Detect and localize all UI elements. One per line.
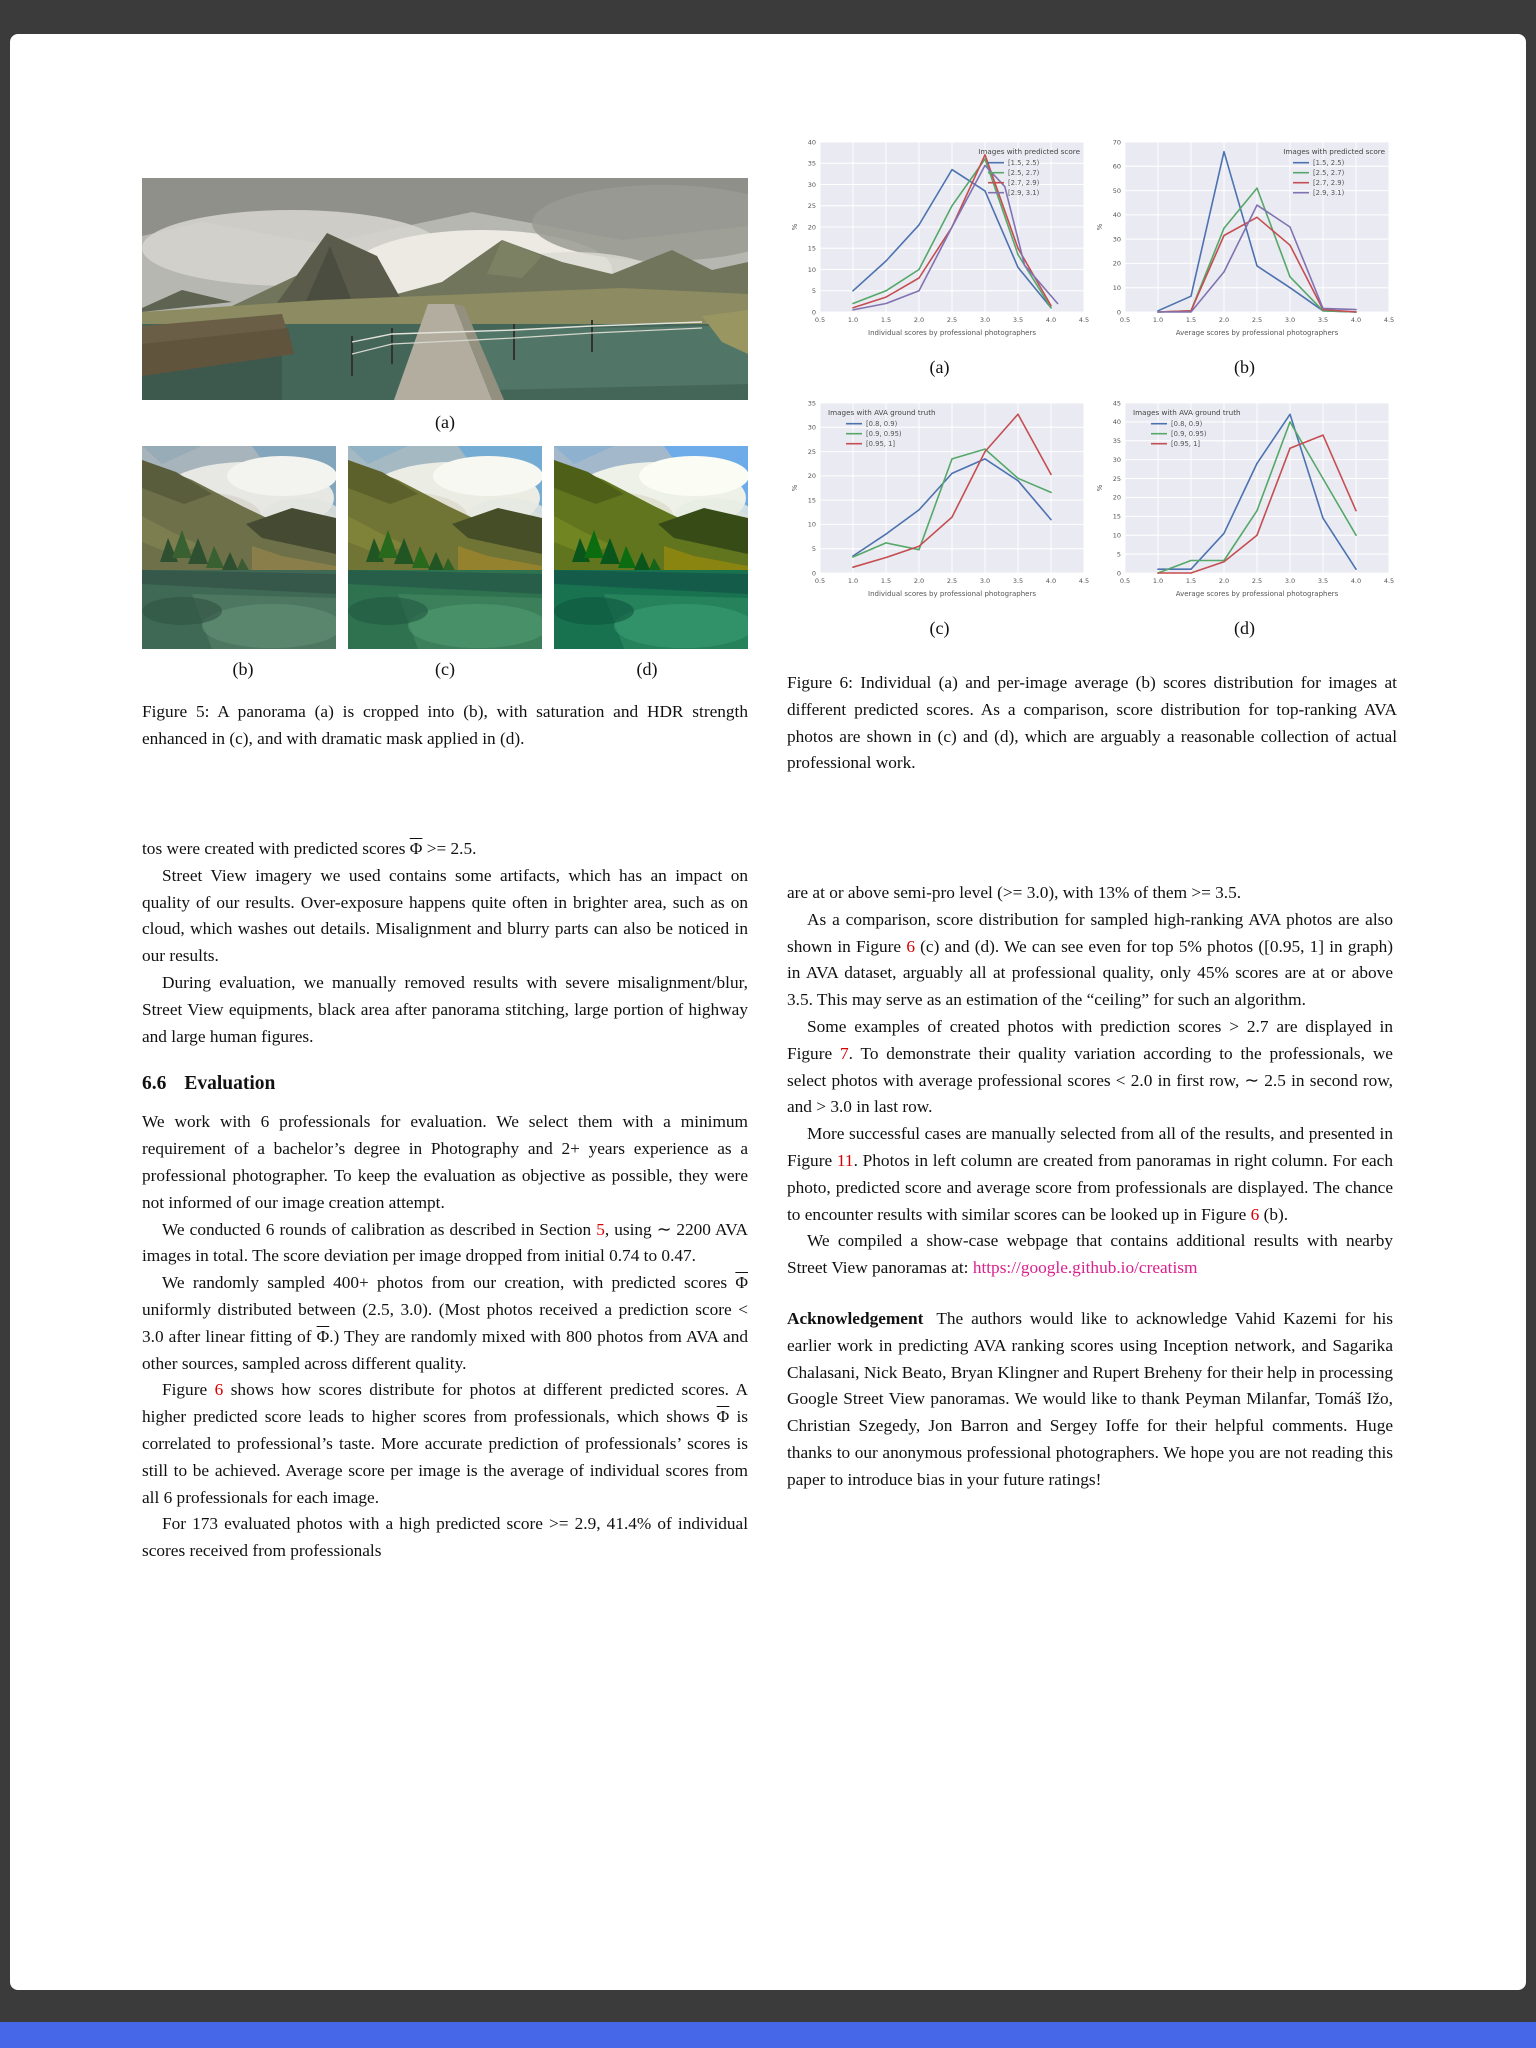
svg-text:0: 0: [1116, 308, 1121, 317]
body-paragraph: More successful cases are manually selected from all of the results, and presented in Figure 11. Photos in left column are created from panoramas in right column. For each photo, predicted score and average score from professionals are displayed. The chance to encounter results with similar scores can be looked up in Figure 6 (b).: [787, 1124, 1393, 1224]
svg-text:20: 20: [807, 223, 816, 232]
panorama-image: [142, 178, 748, 400]
svg-text:15: 15: [1112, 512, 1121, 521]
right-text-column: [787, 880, 1393, 1494]
body-paragraph: Street View imagery we used contains some artifacts, which has an impact on quality of our results. Over-exposure happens quite often in brighter area, such as on cloud, which washes out details. Misalignment and blurry parts can also be noticed in our results.: [142, 865, 748, 966]
svg-text:45: 45: [1112, 399, 1121, 408]
svg-text:Images with predicted score: Images with predicted score: [978, 147, 1080, 156]
svg-text:4.5: 4.5: [1078, 577, 1090, 585]
svg-text:30: 30: [807, 423, 816, 432]
svg-text:[2.5, 2.7): [2.5, 2.7): [1313, 169, 1345, 177]
svg-text:1.0: 1.0: [847, 577, 859, 585]
body-paragraph: Some examples of created photos with prediction scores > 2.7 are displayed in Figure 7. To demonstrate their quality variation according to the professionals, we select photos with average professional scores < 2.0 in first row, ∼ 2.5 in second row, and > 3.0 in last row.: [787, 1016, 1393, 1117]
section-title: Evaluation: [184, 1073, 276, 1095]
svg-text:60: 60: [1112, 162, 1121, 171]
svg-text:4.0: 4.0: [1350, 316, 1362, 324]
svg-text:3.5: 3.5: [1317, 577, 1329, 585]
svg-text:3.0: 3.0: [979, 577, 991, 585]
figure6-caption: Figure 6: Individual (a) and per-image average (b) scores distribution for images at different predicted scores. As a comparison, score distribution for top-ranking AVA photos are shown in (c) and (d), which are arguably a reasonable collection of actual professional work.: [787, 673, 1397, 773]
svg-text:0.5: 0.5: [1119, 316, 1131, 324]
svg-text:4.5: 4.5: [1383, 577, 1395, 585]
svg-text:1.5: 1.5: [1185, 577, 1197, 585]
svg-text:10: 10: [1112, 284, 1121, 293]
svg-text:[0.95, 1]: [0.95, 1]: [1171, 440, 1201, 448]
svg-text:[0.8, 0.9): [0.8, 0.9): [866, 420, 898, 428]
svg-text:[2.7, 2.9): [2.7, 2.9): [1313, 179, 1345, 187]
svg-text:25: 25: [807, 202, 816, 211]
figure6-chart-grid: [787, 134, 1397, 640]
svg-text:[0.9, 0.95): [0.9, 0.95): [1171, 430, 1207, 438]
line-chart-individual-scores-ava: [788, 395, 1091, 600]
figure5-subcaption-b: (b): [232, 659, 254, 679]
svg-text:25: 25: [807, 447, 816, 456]
svg-text:Images with AVA ground truth: Images with AVA ground truth: [1133, 408, 1241, 417]
chart-cell-c: [787, 395, 1092, 640]
svg-text:2.5: 2.5: [946, 316, 958, 324]
svg-text:Individual scores by professio: Individual scores by professional photographers: [868, 329, 1036, 337]
svg-text:Average scores by professional: Average scores by professional photographers: [1175, 590, 1339, 598]
svg-text:3.5: 3.5: [1012, 577, 1024, 585]
svg-text:4.0: 4.0: [1350, 577, 1362, 585]
svg-text:30: 30: [1112, 455, 1121, 464]
svg-text:40: 40: [1112, 418, 1121, 427]
svg-text:Average scores by professional: Average scores by professional photographers: [1175, 329, 1339, 337]
svg-text:25: 25: [1112, 474, 1121, 483]
svg-text:[2.9, 3.1): [2.9, 3.1): [1008, 189, 1040, 197]
crop-image-d: [554, 446, 748, 649]
svg-text:1.0: 1.0: [847, 316, 859, 324]
line-chart-average-scores-ava: [1093, 395, 1396, 600]
svg-text:[0.9, 0.95): [0.9, 0.95): [866, 430, 902, 438]
svg-text:10: 10: [807, 520, 816, 529]
body-paragraph: We compiled a show-case webpage that contains additional results with nearby Street View panoramas at: https://google.github.io/creatism: [787, 1231, 1393, 1278]
svg-text:5: 5: [1116, 550, 1121, 559]
text-segment: $\overline{\Phi}$: [716, 1407, 730, 1427]
figure-reference[interactable]: 7: [839, 1043, 849, 1063]
svg-text:5: 5: [811, 545, 816, 554]
svg-text:1.5: 1.5: [880, 577, 892, 585]
body-paragraph: are at or above semi-pro level (>= 3.0), with 13% of them >= 3.5.: [787, 883, 1242, 902]
acknowledgement-paragraph: Acknowledgement The authors would like to acknowledge Vahid Kazemi for his earlier work in predicting AVA ranking scores using Inception network, and Sagarika Chalasani, Nick Beato, Bryan Klingner and Rupert Breheny for their help in processing Google Street View panoramas. We would like to thank Peyman Milanfar, Tomáš Ižo, Christian Szegedy, Jon Barron and Sergey Ioffe for their helpful comments. Huge thanks to our anonymous professional photographers. We hope you are not reading this paper to introduce bias in your future ratings!: [787, 1308, 1393, 1489]
svg-text:30: 30: [1112, 235, 1121, 244]
figure-reference[interactable]: 11: [836, 1150, 854, 1170]
section-heading-evaluation: [142, 1072, 748, 1096]
svg-text:%: %: [1096, 484, 1104, 492]
body-paragraph: As a comparison, score distribution for sampled high-ranking AVA photos are also shown in Figure 6 (c) and (d). We can see even for top 5% photos ([0.95, 1] in graph) in AVA dataset, arguably all at professional quality, only 45% scores are at or above 3.5. This may serve as an estimation of the “ceiling” for such an algorithm.: [787, 909, 1393, 1010]
figure5-caption: Figure 5: A panorama (a) is cropped into (b), with saturation and HDR strength enhanced in (c), and with dramatic mask applied in (d).: [142, 702, 748, 748]
svg-text:1.5: 1.5: [880, 316, 892, 324]
svg-text:40: 40: [1112, 211, 1121, 220]
svg-text:%: %: [791, 484, 799, 492]
svg-text:2.0: 2.0: [1218, 577, 1230, 585]
svg-text:0: 0: [1116, 569, 1121, 578]
svg-text:[2.9, 3.1): [2.9, 3.1): [1313, 189, 1345, 197]
svg-text:3.5: 3.5: [1012, 316, 1024, 324]
svg-text:Images with predicted score: Images with predicted score: [1283, 147, 1385, 156]
svg-text:[2.7, 2.9): [2.7, 2.9): [1008, 179, 1040, 187]
left-text-column: [142, 836, 748, 1565]
body-paragraph: We conducted 6 rounds of calibration as described in Section 5, using ∼ 2200 AVA images in total. The score deviation per image dropped from initial 0.74 to 0.47.: [142, 1219, 748, 1266]
svg-text:[0.95, 1]: [0.95, 1]: [866, 440, 896, 448]
crop-image-b: [142, 446, 336, 649]
svg-text:4.0: 4.0: [1045, 577, 1057, 585]
figure-reference[interactable]: 6: [214, 1380, 224, 1400]
svg-text:70: 70: [1112, 138, 1121, 147]
body-paragraph: We randomly sampled 400+ photos from our creation, with predicted scores $\overline{\Phi}$ uniformly distributed between (2.5, 3.0). (Most photos received a prediction score < 3.0 after linear fitting of $\overline{\Phi}$.) They are randomly mixed with 800 photos from AVA and other sources, sampled across different quality.: [142, 1273, 748, 1373]
svg-text:3.0: 3.0: [979, 316, 991, 324]
figure5-subcaption-a: (a): [435, 412, 455, 432]
svg-text:1.0: 1.0: [1152, 577, 1164, 585]
figure5-subcaption-c: (c): [435, 659, 455, 679]
body-paragraph: Figure 6 shows how scores distribute for photos at different predicted scores. A higher predicted score leads to higher scores from professionals, which shows $\overline{\Phi}$ is correlated to professional’s taste. More accurate prediction of professionals’ scores is still to be achieved. Average score per image is the average of individual scores from all 6 professionals for each image.: [142, 1380, 748, 1507]
taskbar: [0, 2022, 1536, 2048]
svg-text:2.0: 2.0: [913, 316, 925, 324]
svg-text:0.5: 0.5: [1119, 577, 1131, 585]
svg-text:2.5: 2.5: [1251, 316, 1263, 324]
svg-text:3.0: 3.0: [1284, 577, 1296, 585]
svg-text:35: 35: [807, 399, 816, 408]
svg-text:Images with AVA ground truth: Images with AVA ground truth: [828, 408, 936, 417]
svg-text:4.5: 4.5: [1383, 316, 1395, 324]
body-paragraph: For 173 evaluated photos with a high predicted score >= 2.9, 41.4% of individual scores received from professionals: [142, 1514, 748, 1561]
svg-text:20: 20: [1112, 493, 1121, 502]
figure6-subcaption-c: (c): [929, 618, 950, 638]
svg-text:%: %: [1096, 223, 1104, 231]
figure-6: [787, 134, 1397, 777]
section-number: 6.6: [142, 1073, 167, 1095]
text-segment: $\overline{\Phi}$: [735, 1273, 748, 1293]
svg-text:4.0: 4.0: [1045, 316, 1057, 324]
text-segment: $\overline{\Phi}$: [409, 839, 423, 858]
svg-text:10: 10: [1112, 531, 1121, 540]
chart-cell-a: [787, 134, 1092, 379]
text-segment: $\overline{\Phi}$: [316, 1326, 330, 1346]
paper-page: [10, 34, 1526, 1990]
svg-text:%: %: [791, 223, 799, 231]
svg-text:35: 35: [807, 159, 816, 168]
svg-text:5: 5: [811, 287, 816, 296]
svg-text:0.5: 0.5: [814, 577, 826, 585]
text-segment: Acknowledgement: [787, 1308, 924, 1328]
svg-text:0: 0: [811, 569, 816, 578]
chart-cell-d: [1092, 395, 1397, 640]
svg-text:1.0: 1.0: [1152, 316, 1164, 324]
line-chart-average-scores-predicted: [1093, 134, 1396, 339]
svg-text:0.5: 0.5: [814, 316, 826, 324]
body-paragraph: tos were created with predicted scores $\overline{\Phi} >= 2.5$.: [142, 839, 477, 858]
figure-reference[interactable]: 5: [596, 1219, 605, 1239]
svg-text:[1.5, 2.5): [1.5, 2.5): [1008, 159, 1040, 167]
crop-image-c: [348, 446, 542, 649]
svg-text:[1.5, 2.5): [1.5, 2.5): [1313, 159, 1345, 167]
svg-text:3.0: 3.0: [1284, 316, 1296, 324]
svg-text:50: 50: [1112, 186, 1121, 195]
svg-text:40: 40: [807, 138, 816, 147]
figure-reference[interactable]: 6: [1250, 1204, 1260, 1224]
svg-text:[2.5, 2.7): [2.5, 2.7): [1008, 169, 1040, 177]
line-chart-individual-scores-predicted: [788, 134, 1091, 339]
figure5-subcaptions-row: [142, 657, 748, 681]
svg-text:Individual scores by professio: Individual scores by professional photographers: [868, 590, 1036, 598]
body-paragraph: We work with 6 professionals for evaluation. We select them with a minimum requirement of a bachelor’s degree in Photography and 2+ years experience as a professional photographer. To keep the evaluation as objective as possible, they were not informed of our image creation attempt.: [142, 1112, 748, 1212]
svg-text:20: 20: [1112, 259, 1121, 268]
figure6-subcaption-b: (b): [1234, 357, 1255, 377]
svg-text:10: 10: [807, 265, 816, 274]
chart-cell-b: [1092, 134, 1397, 379]
svg-text:2.5: 2.5: [1251, 577, 1263, 585]
svg-text:2.0: 2.0: [1218, 316, 1230, 324]
svg-text:2.0: 2.0: [913, 577, 925, 585]
body-paragraph: During evaluation, we manually removed results with severe misalignment/blur, Street View equipments, black area after panorama stitching, large portion of highway and large human figures.: [142, 972, 748, 1046]
svg-text:0: 0: [811, 308, 816, 317]
figure-reference[interactable]: 6: [906, 936, 915, 956]
svg-text:4.5: 4.5: [1078, 316, 1090, 324]
svg-text:3.5: 3.5: [1317, 316, 1329, 324]
figure6-subcaption-a: (a): [929, 357, 950, 377]
svg-text:[0.8, 0.9): [0.8, 0.9): [1171, 420, 1203, 428]
svg-text:1.5: 1.5: [1185, 316, 1197, 324]
figure5-subcaption-d: (d): [636, 659, 658, 679]
figure5-crops-row: [142, 446, 748, 649]
creatism-link[interactable]: https://google.github.io/creatism: [972, 1258, 1198, 1278]
svg-text:30: 30: [807, 180, 816, 189]
svg-text:15: 15: [807, 496, 816, 505]
svg-text:20: 20: [807, 472, 816, 481]
figure6-subcaption-d: (d): [1234, 618, 1255, 638]
svg-text:35: 35: [1112, 437, 1121, 446]
svg-text:2.5: 2.5: [946, 577, 958, 585]
figure-5: [142, 178, 748, 753]
svg-text:15: 15: [807, 244, 816, 253]
